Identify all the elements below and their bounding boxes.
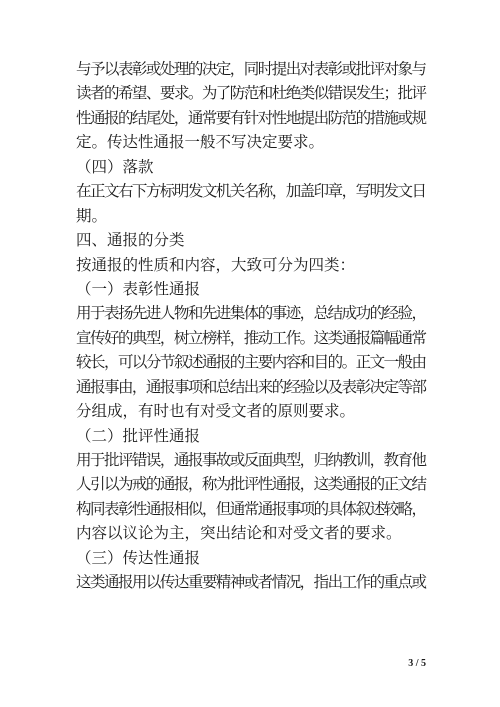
text-line: 通报事由，通报事项和总结出来的经验以及表彰决定等部 <box>76 377 426 396</box>
text-line: 在正文右下方标明发文机关名称，加盖印章，写明发文日 <box>76 182 426 201</box>
text-line: 性通报的结尾处，通常要有针对性地提出防范的措施或规 <box>76 108 426 127</box>
section-heading: （二）批评性通报 <box>76 426 201 445</box>
page-number: 3 / 5 <box>408 658 426 669</box>
text-line: 用于批评错误，通报事故或反面典型，归纳教训，教育他 <box>76 451 426 469</box>
text-line: 内容以议论为主，突出结论和对受文者的要求。 <box>76 524 402 543</box>
text-line: 与予以表彰或处理的决定，同时提出对表彰或批评对象与 <box>76 60 426 78</box>
section-heading: （四）落款 <box>76 157 154 176</box>
section-heading: （三）传达性通报 <box>76 548 201 567</box>
text-line: 较长，可以分节叙述通报的主要内容和目的。正文一般由 <box>76 353 426 372</box>
document-body <box>76 57 426 595</box>
text-line: 人引以为戒的通报，称为批评性通报，这类通报的正文结 <box>76 475 426 494</box>
text-line: 读者的希望、要求。为了防范和杜绝类似错误发生；批评 <box>76 84 426 103</box>
text-line: 期。 <box>76 206 108 225</box>
text-line: 宣传好的典型，树立榜样，推动工作。这类通报篇幅通常 <box>76 328 426 347</box>
text-line: 构同表彰性通报相似，但通常通报事项的具体叙述较略， <box>76 499 426 518</box>
text-line: 分组成，有时也有对受文者的原则要求。 <box>76 402 356 421</box>
text-line: 按通报的性质和内容，大致可分为四类： <box>76 255 356 274</box>
text-line: 定。传达性通报一般不写决定要求。 <box>76 133 325 152</box>
section-heading: 四、通报的分类 <box>76 231 185 250</box>
text-line: 这类通报用以传达重要精神或者情况，指出工作的重点或 <box>76 573 426 592</box>
text-line: 用于表扬先进人物和先进集体的事迹，总结成功的经验， <box>76 304 426 323</box>
section-heading: （一）表彰性通报 <box>76 279 201 298</box>
